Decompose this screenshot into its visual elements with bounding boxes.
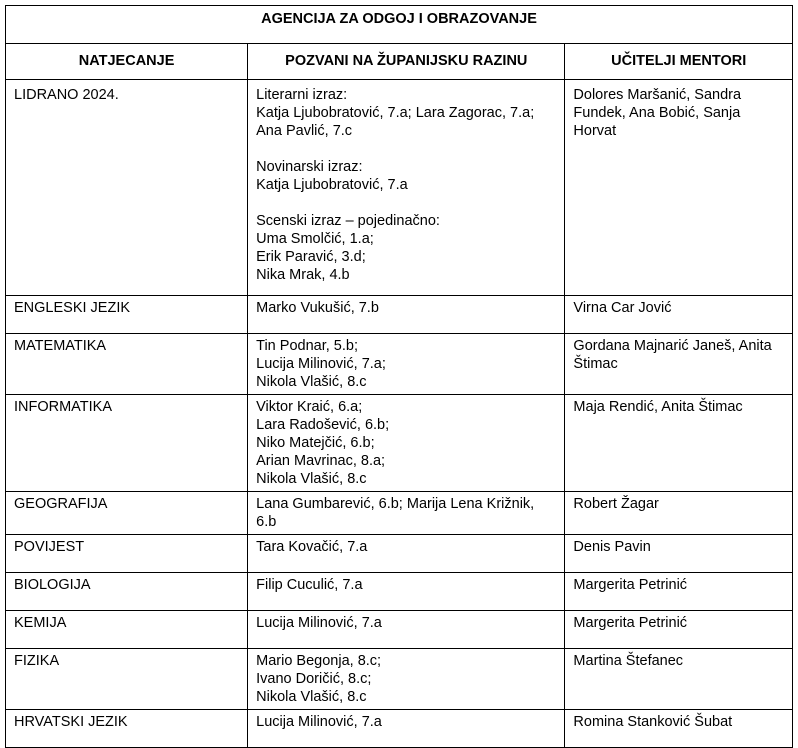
student-line: Novinarski izraz:: [256, 159, 363, 175]
competition-cell: HRVATSKI JEZIK: [6, 710, 248, 748]
mentors-cell: Denis Pavin: [565, 535, 793, 573]
student-line: Ivano Doričić, 8.c;: [256, 671, 372, 687]
mentors-cell: Maja Rendić, Anita Štimac: [565, 395, 793, 492]
competition-cell: ENGLESKI JEZIK: [6, 296, 248, 334]
student-group: [256, 614, 556, 632]
mentors-cell: Margerita Petrinić: [565, 573, 793, 611]
student-group: [256, 495, 556, 531]
student-line: Uma Smolčić, 1.a;: [256, 231, 374, 247]
student-line: Literarni izraz:: [256, 87, 348, 103]
header-competition: NATJECANJE: [6, 44, 248, 80]
student-line: Filip Cuculić, 7.a: [256, 577, 363, 593]
student-line: Lara Radošević, 6.b;: [256, 417, 390, 433]
student-line: Viktor Kraić, 6.a;: [256, 399, 363, 415]
table-row: [6, 573, 793, 611]
mentors-cell: Margerita Petrinić: [565, 611, 793, 649]
competition-cell: LIDRANO 2024.: [6, 80, 248, 296]
student-line: Tin Podnar, 5.b;: [256, 338, 358, 354]
competition-table: [5, 5, 793, 748]
mentors-cell: Gordana Majnarić Janeš, Anita Štimac: [565, 334, 793, 395]
student-line: Lucija Milinović, 7.a: [256, 615, 382, 631]
invited-students-cell: [248, 573, 565, 611]
student-line: Arian Mavrinac, 8.a;: [256, 453, 386, 469]
invited-students-cell: [248, 492, 565, 535]
header-invited: POZVANI NA ŽUPANIJSKU RAZINU: [248, 44, 565, 80]
table-row: [6, 492, 793, 535]
student-line: Katja Ljubobratović, 7.a; Lara Zagorac, 7.a; Ana Pavlić, 7.c: [256, 105, 535, 139]
student-line: Lucija Milinović, 7.a;: [256, 356, 386, 372]
competition-cell: GEOGRAFIJA: [6, 492, 248, 535]
invited-students-cell: [248, 535, 565, 573]
header-mentors: UČITELJI MENTORI: [565, 44, 793, 80]
competition-cell: FIZIKA: [6, 649, 248, 710]
student-line: Tara Kovačić, 7.a: [256, 539, 368, 555]
student-line: Erik Paravić, 3.d;: [256, 249, 366, 265]
student-line: Marko Vukušić, 7.b: [256, 300, 379, 316]
student-group: [256, 86, 556, 140]
student-group: [256, 576, 556, 594]
student-line: Lucija Milinović, 7.a: [256, 714, 382, 730]
competition-cell: MATEMATIKA: [6, 334, 248, 395]
table-row: [6, 296, 793, 334]
document-title: AGENCIJA ZA ODGOJ I OBRAZOVANJE: [6, 6, 793, 44]
student-line: Nika Mrak, 4.b: [256, 267, 350, 283]
table-row: [6, 611, 793, 649]
student-line: Nikola Vlašić, 8.c: [256, 374, 367, 390]
mentors-cell: Martina Štefanec: [565, 649, 793, 710]
student-line: Mario Begonja, 8.c;: [256, 653, 382, 669]
table-row: [6, 80, 793, 296]
student-group: [256, 713, 556, 731]
mentors-cell: Robert Žagar: [565, 492, 793, 535]
student-line: Nikola Vlašić, 8.c: [256, 689, 367, 705]
student-line: Lana Gumbarević, 6.b; Marija Lena Križnik, 6.b: [256, 496, 535, 530]
competition-cell: KEMIJA: [6, 611, 248, 649]
student-group: [256, 398, 556, 488]
student-group: [256, 299, 556, 317]
table-row: [6, 334, 793, 395]
student-line: Niko Matejčić, 6.b;: [256, 435, 375, 451]
student-group: [256, 337, 556, 391]
student-group: [256, 538, 556, 556]
competition-cell: BIOLOGIJA: [6, 573, 248, 611]
competition-cell: INFORMATIKA: [6, 395, 248, 492]
invited-students-cell: [248, 395, 565, 492]
student-line: Nikola Vlašić, 8.c: [256, 471, 367, 487]
mentors-cell: Virna Car Jović: [565, 296, 793, 334]
header-row: [6, 44, 793, 80]
student-group: [256, 652, 556, 706]
invited-students-cell: [248, 80, 565, 296]
competition-cell: POVIJEST: [6, 535, 248, 573]
invited-students-cell: [248, 649, 565, 710]
invited-students-cell: [248, 334, 565, 395]
mentors-cell: Romina Stanković Šubat: [565, 710, 793, 748]
table-body: [6, 80, 793, 748]
table-row: [6, 535, 793, 573]
invited-students-cell: [248, 296, 565, 334]
invited-students-cell: [248, 611, 565, 649]
student-group: [256, 212, 556, 284]
mentors-cell: Dolores Maršanić, Sandra Fundek, Ana Bobić, Sanja Horvat: [565, 80, 793, 296]
table-row: [6, 395, 793, 492]
table-row: [6, 649, 793, 710]
student-line: Katja Ljubobratović, 7.a: [256, 177, 408, 193]
student-group: [256, 158, 556, 194]
results-document: [5, 5, 793, 748]
student-line: Scenski izraz – pojedinačno:: [256, 213, 440, 229]
